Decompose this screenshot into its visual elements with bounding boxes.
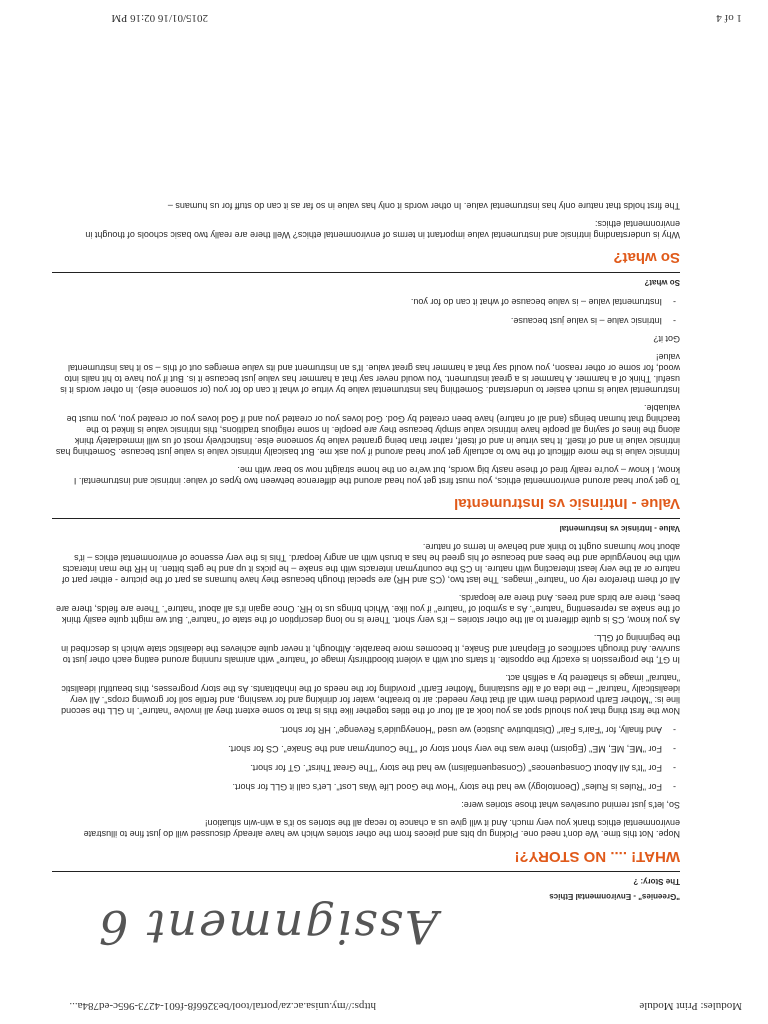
divider (52, 272, 680, 273)
breadcrumb-value: Value - Intrinsic vs Instrumental (559, 524, 680, 533)
paragraph: Nope. Not this time. We don't need one. Picking up bits and pieces from the other stories which we have already discussed will do just fine to illustrate environmental ethics thank you very much. And it will give us a chance to recap all the stories so it's a win-win situation! (83, 818, 680, 839)
list-item: - And finally, for "Fair's Fair" (Distributive Justice) we used "Honeyguide's Revenge". HR for short. (52, 724, 662, 735)
paragraph: All of them therefore rely on "nature" images. The last two, (CS and HR) are special though because they have humans as part of the picture - either part of nature or at the very least interacting with nature. In CS the countryman interacts with the snake – he picks it up and he gets bitten. In HR the man interacts with the honeyguide and the bees and because of his greed he has a brush with an angry leopard. This is the very essence of environmental ethics – it's about how humans ought to think and behave in terms of nature. (61, 542, 680, 585)
print-footer-datetime: 2015/01/16 02:16 PM (111, 12, 208, 24)
paragraph: Got it? (653, 334, 680, 344)
print-header-url: https://my.unisa.ac.za/portal/tool/be3266f8-f601-4273-965c-ed784a... (69, 1000, 376, 1012)
divider (52, 871, 680, 872)
stories-list (52, 724, 680, 792)
paragraph: The first holds that nature only has instrumental value. In other words it only has value in so far as it can do stuff for us humans – (167, 201, 680, 211)
section-heading-so-what: So what? (613, 249, 680, 266)
paragraph: Why is understanding intrinsic and instrumental value important in terms of environmental ethics? Well there are really two basic schools of thought in environmental ethics: (85, 219, 680, 240)
breadcrumb-module: "Greenies" - Environmental Ethics (549, 892, 680, 901)
paragraph: So, let's just remind ourselves what those stories were: (461, 800, 680, 810)
paragraph: To get your head around environmental ethics, you must first get you head around the difference between two types of value: intrinsic and instrumental. I know, I know – you're really tired of these nasty big words, but we're on the home straight now so bear with me. (73, 465, 680, 486)
section-heading-story: WHAT! .... NO STORY?! (514, 848, 680, 865)
section-heading-value: Value - Intrinsic vs Instrumental (454, 495, 680, 512)
document-content (52, 193, 680, 904)
list-item: - For "ME, ME, ME" (Egoism) there was the very short story of "The Countryman and the Snake". CS for short. (52, 743, 662, 754)
list-item: - Instrumental value – is value because of what it can do for you. (52, 296, 662, 307)
divider (52, 518, 680, 519)
paragraph: In GT, the progression is exactly the opposite. It starts out with a violent bloodthirsty image of "nature" with animals running around eating each other just to survive. And through sacrifices of Elephant and Snake, it becomes more bearable. Although, it never quite achieves the idealistic state which is described in the beginning of GLL. (61, 633, 680, 665)
paragraph: Intrinsic value is the more difficult of the two to actually get your head around if you ask me. But basically intrinsic value is value just because. Something has intrinsic value in and of itself. It has virtue in and of itself, rather than being granted value by someone else. Instinctively most of us will immediately think along the lines of saying all people have intrinsic value simply because they are people. In some religious traditions, this intrinsic value is linked to the teaching that human beings (and all of nature) have been created by God. God loves you or created you and if God loves you or created you, you must be valuable. (55, 403, 680, 457)
paragraph: Instrumental value is much easier to understand. Something has instrumental value by virtue of what it can do for you (or someone else). In other words it is useful. Think of a hammer. A hammer is a great instrument. You would never say that a hammer has value just because it is. But if you have to hit nails into wood, for some or other reason, you would say that a hammer has great value. It's an instrument and its value emerges out of this – so it has instrumental value! (60, 352, 680, 395)
list-item: - For "Rules is Rules" (Deontology) we had the story "How the Good Life Was Lost". Let's call it GLL for short. (52, 781, 662, 792)
print-footer-page: 1 of 4 (716, 12, 742, 24)
breadcrumb-so-what: So what? (644, 278, 680, 287)
value-types-list (52, 296, 680, 326)
print-header-title: Modules: Print Module (639, 1000, 742, 1012)
paragraph: As you know, CS is quite different to all the other stories – it's very short. There is no long description of the state of "nature". But we might quite easily think of the snake as representing "nature". As a symbol of "nature" if you like. Which brings us to HR. Once again it's all about "nature". There are fields, there are bees, there are birds and trees. And there are leopards. (55, 593, 680, 625)
list-item: - Intrinsic value – is value just because. (52, 315, 662, 326)
paragraph: Now the first thing that you should spot as you look at all four of the titles together like this is that to some extent they all involve "nature". In GLL the second line is: "Mother Earth provided them with all that they needed: air to breathe, water for drinking and for washing, and fertile soil for growing crops". All very idealistically "natural" – the idea of a life sustaining "Mother Earth" providing for the needs of the inhabitants. As the story progresses, this beautiful idealistic "natural" image is shattered by a selfish act. (61, 673, 680, 716)
list-item: - For "It's All About Consequences" (Consequentialism) we had the story "The Great Thirst". GT for short. (52, 762, 662, 773)
handwritten-annotation: Assignment 6 (96, 900, 438, 954)
breadcrumb-story: The Story: ? (633, 877, 680, 886)
